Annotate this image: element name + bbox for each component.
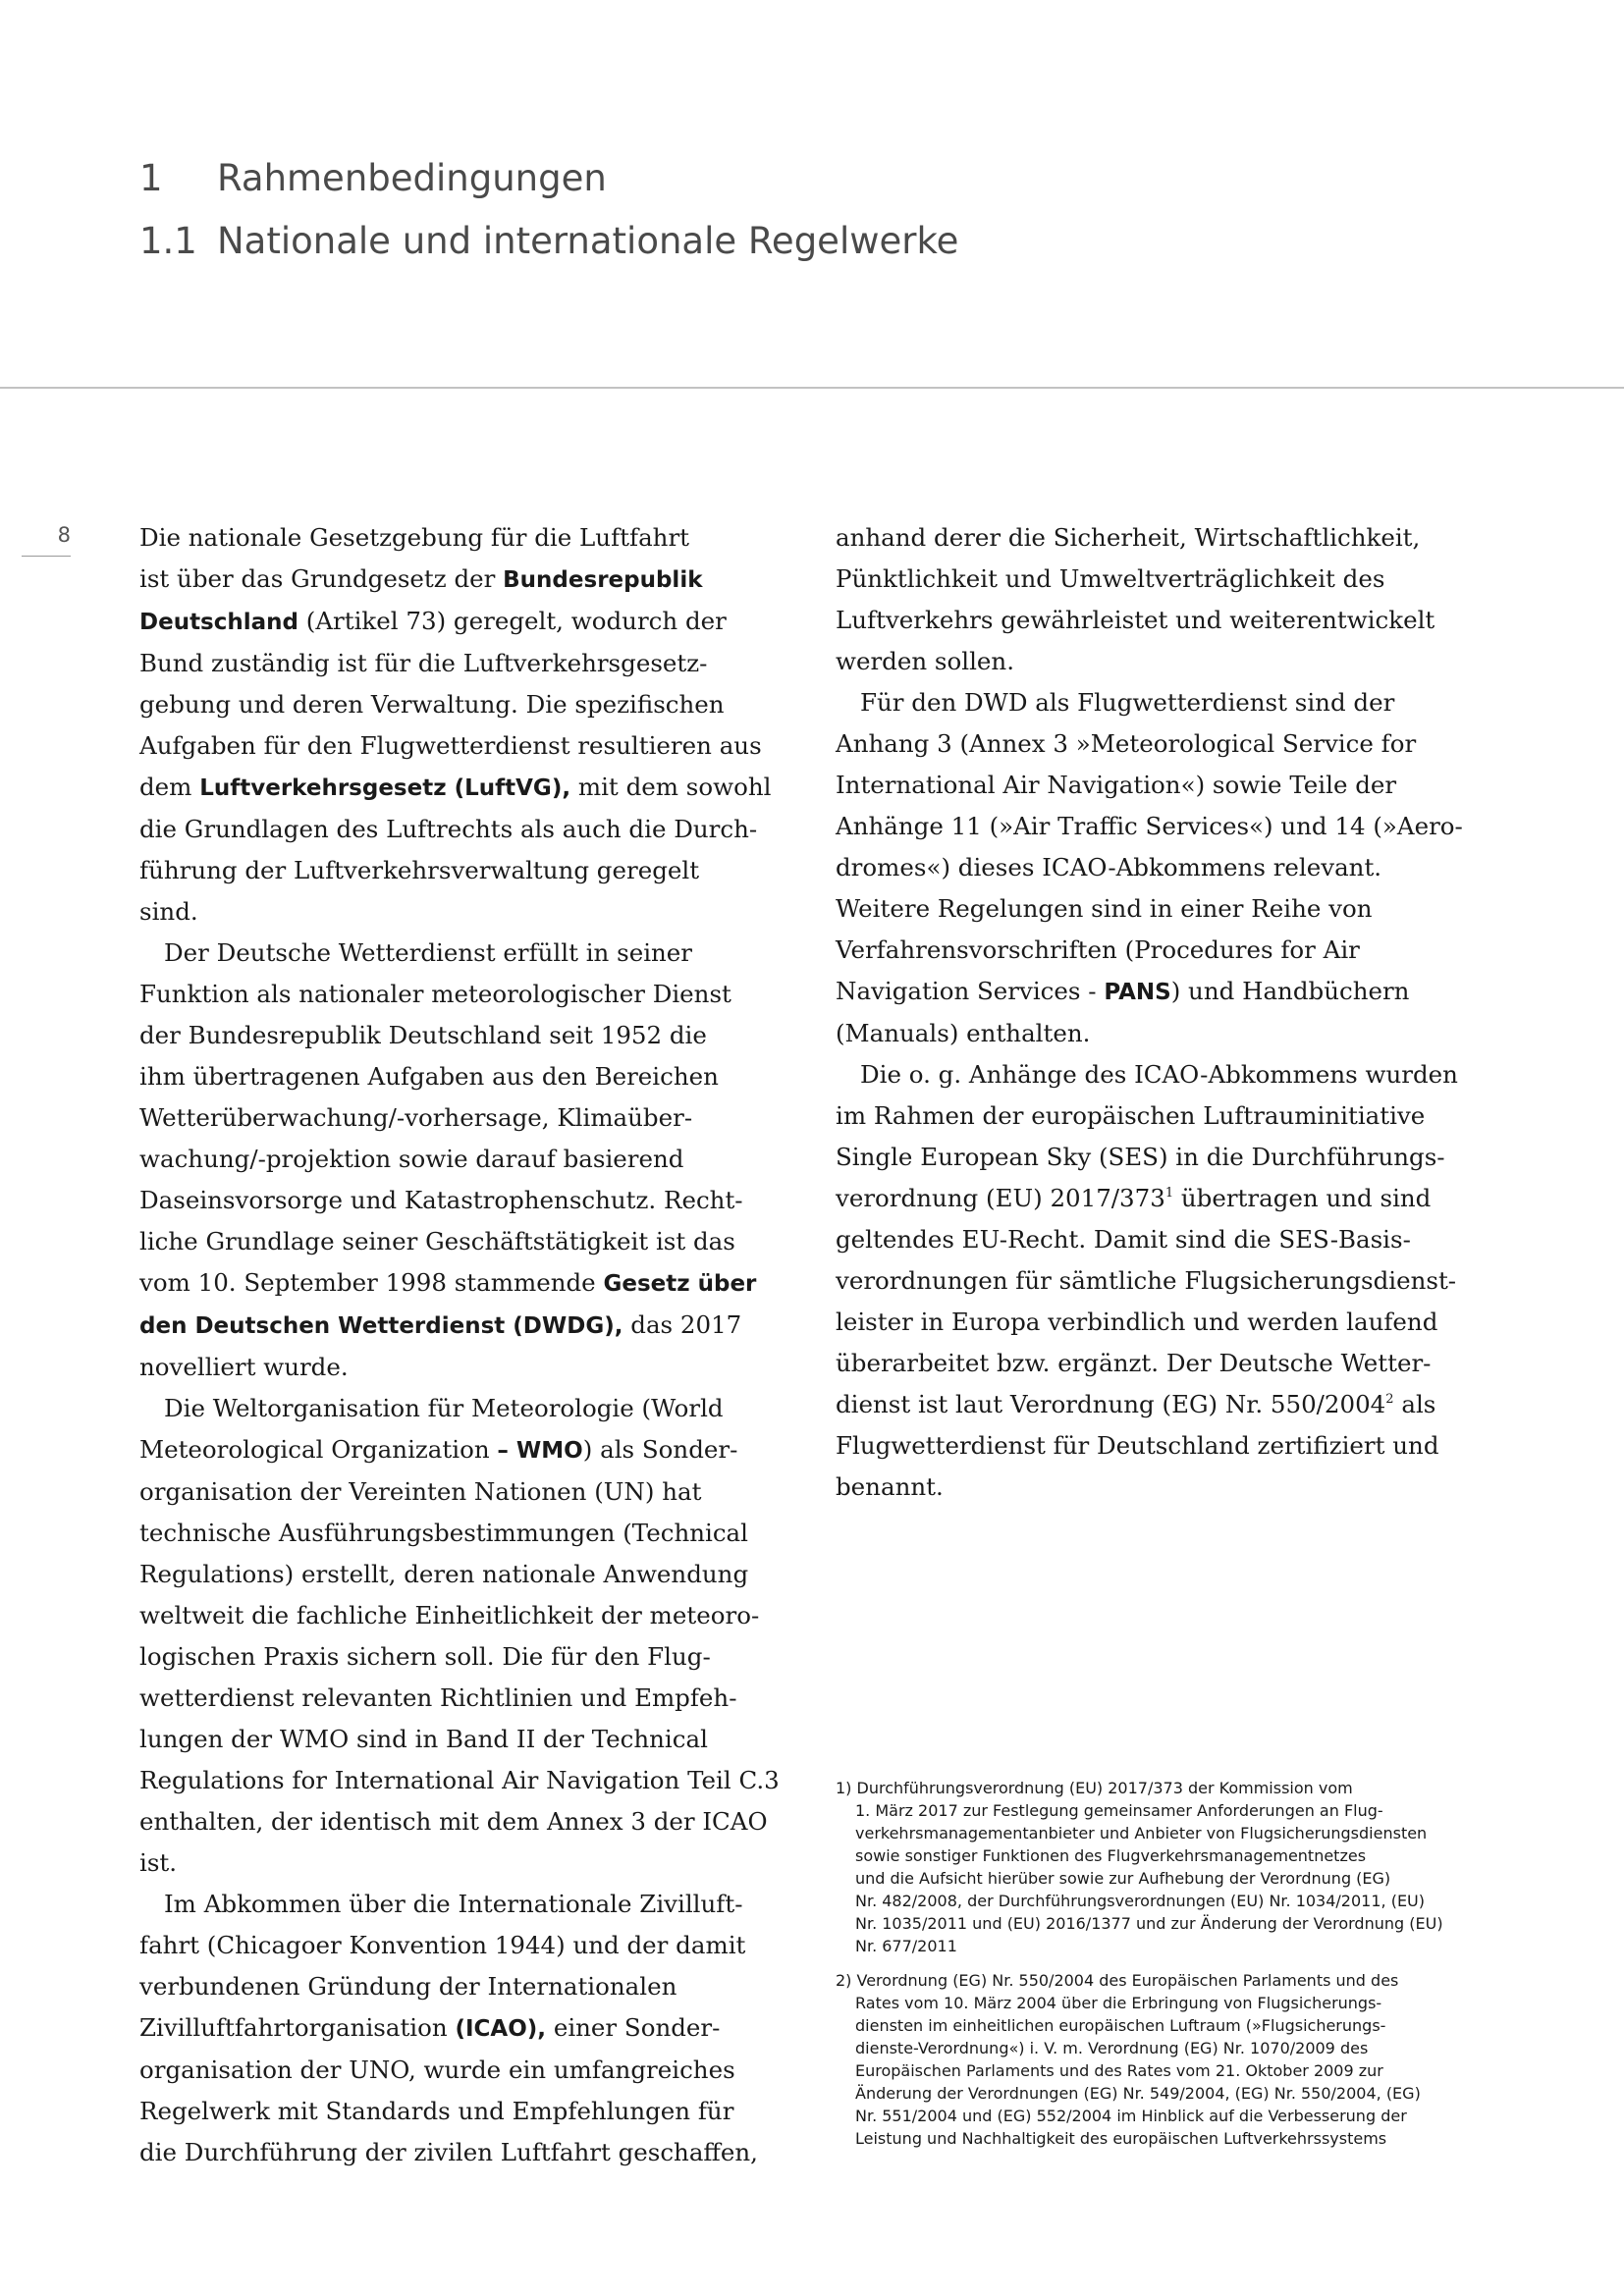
text-run: Zivilluftfahrtorganisation <box>139 2013 456 2042</box>
text-line <box>139 1221 807 1262</box>
text-line <box>139 1719 807 1760</box>
text-line <box>139 1636 807 1678</box>
bold-term: (ICAO), <box>455 2016 547 2042</box>
text-line <box>139 2050 807 2091</box>
footnote-line: verkehrsmanagementanbieter und Anbieter von Flugsicherungsdiensten <box>855 1824 1428 1842</box>
text-run: technische Ausführungsbestimmungen (Technical <box>139 1519 749 1547</box>
section-headings <box>139 147 958 273</box>
text-run: lungen der WMO sind in Band II der Technical <box>139 1725 708 1753</box>
text-run: Weitere Regelungen sind in einer Reihe von <box>836 894 1373 923</box>
text-line <box>836 888 1503 930</box>
text-line <box>836 806 1503 847</box>
footnote-line: dienste-Verordnung«) i. V. m. Verordnung (EG) Nr. 1070/2009 des <box>855 2039 1369 2057</box>
text-run: verbundenen Gründung der Internationalen <box>139 1972 677 2001</box>
text-run: Flugwetterdienst für Deutschland zertifiziert und <box>836 1431 1439 1460</box>
text-line <box>836 1137 1503 1178</box>
text-run: ) als Sonder- <box>582 1435 738 1464</box>
header-divider <box>0 387 1624 389</box>
text-run: ihm übertragenen Aufgaben aus den Bereichen <box>139 1062 719 1091</box>
text-run: überarbeitet bzw. ergänzt. Der Deutsche Wetter- <box>836 1349 1432 1377</box>
footnote-marker: 1 <box>1164 1186 1174 1201</box>
text-run: ) und Handbüchern <box>1170 977 1410 1005</box>
text-run: mit dem sowohl <box>570 773 772 801</box>
footnote-line: Nr. 677/2011 <box>855 1937 957 1955</box>
bold-term: Luftverkehrsgesetz (LuftVG), <box>199 775 571 801</box>
text-run: Die Weltorganisation für Meteorologie (World <box>164 1394 724 1422</box>
text-line <box>139 974 807 1015</box>
text-line <box>139 517 807 559</box>
text-run: geltendes EU-Recht. Damit sind die SES-Basis- <box>836 1225 1411 1254</box>
text-run: Daseinsvorsorge und Katastrophenschutz. Recht- <box>139 1186 743 1214</box>
text-run: sind. <box>139 897 198 926</box>
text-run: Regelwerk mit Standards und Empfehlungen für <box>139 2097 734 2125</box>
text-run: enthalten, der identisch mit dem Annex 3 der ICAO <box>139 1807 768 1836</box>
text-line <box>139 1760 807 1801</box>
text-line <box>836 1260 1503 1302</box>
text-run: Regulations) erstellt, deren nationale Anwendung <box>139 1560 749 1588</box>
text-line <box>139 850 807 891</box>
footnote-line: sowie sonstiger Funktionen des Flugverkehrsmanagementnetzes <box>855 1846 1367 1865</box>
text-line <box>836 1095 1503 1137</box>
text-line <box>836 1384 1503 1425</box>
text-run: leister in Europa verbindlich und werden laufend <box>836 1308 1438 1336</box>
footnote-line: 1. März 2017 zur Festlegung gemeinsamer Anforderungen an Flug- <box>855 1801 1383 1820</box>
text-line <box>139 1925 807 1966</box>
text-line <box>836 1425 1503 1467</box>
footnote <box>836 1777 1503 1957</box>
footnote-line: 2) Verordnung (EG) Nr. 550/2004 des Europäischen Parlaments und des <box>836 1971 1399 1990</box>
text-line <box>139 1347 807 1388</box>
text-run: Verfahrensvorschriften (Procedures for Air <box>836 935 1360 964</box>
text-run: Die nationale Gesetzgebung für die Luftfahrt <box>139 523 690 552</box>
text-line <box>139 2007 807 2050</box>
bold-term: den Deutschen Wetterdienst (DWDG), <box>139 1313 623 1339</box>
text-run: Im Abkommen über die Internationale Zivilluft- <box>164 1890 743 1918</box>
text-run: Regulations for International Air Navigation Teil C.3 <box>139 1766 780 1794</box>
text-line <box>836 1219 1503 1260</box>
text-line <box>139 1015 807 1056</box>
text-run: Der Deutsche Wetterdienst erfüllt in seiner <box>164 938 693 967</box>
section-heading <box>139 210 958 273</box>
text-run: organisation der UNO, wurde ein umfangreiches <box>139 2056 735 2084</box>
text-line <box>836 1467 1503 1508</box>
text-run: führung der Luftverkehrsverwaltung geregelt <box>139 856 700 884</box>
text-run: (Artikel 73) geregelt, wodurch der <box>298 607 727 635</box>
left-text-column <box>139 517 807 2173</box>
text-line <box>139 1554 807 1595</box>
text-line <box>139 2091 807 2132</box>
text-line <box>836 517 1503 559</box>
text-run: Für den DWD als Flugwetterdienst sind der <box>860 688 1395 717</box>
right-text-column <box>836 517 1503 1508</box>
text-run: ist. <box>139 1848 178 1877</box>
text-line <box>139 809 807 850</box>
chapter-title: Rahmenbedingungen <box>217 157 607 199</box>
text-line <box>139 684 807 725</box>
text-line <box>139 601 807 643</box>
text-line <box>139 643 807 684</box>
text-line <box>139 1056 807 1097</box>
footnote-line: Rates vom 10. März 2004 über die Erbringung von Flugsicherungs- <box>855 1994 1382 2012</box>
text-run: verordnungen für sämtliche Flugsicherungsdienst- <box>836 1266 1457 1295</box>
text-run: übertragen und sind <box>1173 1184 1432 1212</box>
footnotes <box>836 1777 1503 2162</box>
text-run: Die o. g. Anhänge des ICAO-Abkommens wurden <box>860 1060 1458 1089</box>
text-line <box>836 641 1503 682</box>
text-line <box>836 559 1503 600</box>
footnote-line: diensten im einheitlichen europäischen Luftraum (»Flugsicherungs- <box>855 2016 1386 2035</box>
chapter-heading <box>139 147 958 210</box>
text-line <box>139 1595 807 1636</box>
text-line <box>139 1262 807 1305</box>
text-run: Funktion als nationaler meteorologischer Dienst <box>139 980 731 1008</box>
text-line <box>139 1139 807 1180</box>
text-run: Anhang 3 (Annex 3 »Meteorological Service for <box>836 729 1417 758</box>
bold-term: – WMO <box>497 1438 583 1464</box>
text-run: als <box>1393 1390 1436 1418</box>
text-run: logischen Praxis sichern soll. Die für den Flug- <box>139 1642 711 1671</box>
text-line <box>836 600 1503 641</box>
chapter-number: 1 <box>139 157 163 199</box>
footnote-line: Leistung und Nachhaltigkeit des europäischen Luftverkehrssystems <box>855 2129 1387 2148</box>
bold-term: Bundesrepublik <box>503 567 703 593</box>
text-line <box>139 933 807 974</box>
footnote-line: Nr. 1035/2011 und (EU) 2016/1377 und zur Änderung der Verordnung (EU) <box>855 1914 1443 1933</box>
text-line <box>836 1013 1503 1054</box>
text-run: Pünktlichkeit und Umweltverträglichkeit des <box>836 564 1385 593</box>
text-run: gebung und deren Verwaltung. Die spezifischen <box>139 690 725 719</box>
text-line <box>139 891 807 933</box>
text-line <box>139 1388 807 1429</box>
text-line <box>139 1513 807 1554</box>
text-line <box>836 765 1503 806</box>
text-line <box>139 1305 807 1347</box>
text-run: die Durchführung der zivilen Luftfahrt geschaffen, <box>139 2138 758 2166</box>
text-run: ist über das Grundgesetz der <box>139 564 504 593</box>
text-line <box>139 1097 807 1139</box>
footnote-marker: 2 <box>1385 1392 1394 1407</box>
footnote <box>836 1969 1503 2150</box>
text-run: einer Sonder- <box>546 2013 721 2042</box>
text-run: organisation der Vereinten Nationen (UN) hat <box>139 1477 702 1506</box>
footnote-line: Europäischen Parlaments und des Rates vom 21. Oktober 2009 zur <box>855 2061 1383 2080</box>
text-run: Aufgaben für den Flugwetterdienst resultieren aus <box>139 731 762 760</box>
text-run: International Air Navigation«) sowie Teile der <box>836 771 1397 799</box>
text-run: die Grundlagen des Luftrechts als auch die Durch- <box>139 815 758 843</box>
footnote-line: und die Aufsicht hierüber sowie zur Aufhebung der Verordnung (EG) <box>855 1869 1391 1888</box>
text-run: fahrt (Chicagoer Konvention 1944) und der damit <box>139 1931 746 1959</box>
footnote-line: Nr. 551/2004 und (EG) 552/2004 im Hinblick auf die Verbesserung der <box>855 2107 1407 2125</box>
text-run: im Rahmen der europäischen Luftrauminitiative <box>836 1101 1426 1130</box>
footnote-line: Änderung der Verordnungen (EG) Nr. 549/2004, (EG) Nr. 550/2004, (EG) <box>855 2084 1421 2103</box>
text-run: Wetterüberwachung/-vorhersage, Klimaüber- <box>139 1103 693 1132</box>
text-line <box>836 930 1503 971</box>
text-line <box>139 1801 807 1842</box>
text-line <box>139 2132 807 2173</box>
bold-term: Deutschland <box>139 610 298 635</box>
text-run: dem <box>139 773 200 801</box>
text-run: das 2017 <box>623 1310 742 1339</box>
bold-term: Gesetz über <box>603 1271 757 1297</box>
text-run: dienst ist laut Verordnung (EG) Nr. 550/2004 <box>836 1390 1386 1418</box>
text-line <box>139 767 807 809</box>
text-line <box>836 847 1503 888</box>
text-line <box>836 1054 1503 1095</box>
text-run: verordnung (EU) 2017/373 <box>836 1184 1165 1212</box>
section-number: 1.1 <box>139 220 197 262</box>
bold-term: PANS <box>1104 980 1171 1005</box>
text-line <box>836 971 1503 1013</box>
section-title: Nationale und internationale Regelwerke <box>217 220 959 262</box>
text-run: weltweit die fachliche Einheitlichkeit der meteoro- <box>139 1601 760 1629</box>
text-line <box>139 1966 807 2007</box>
text-line <box>139 1180 807 1221</box>
text-run: Luftverkehrs gewährleistet und weiterentwickelt <box>836 606 1435 634</box>
text-line <box>139 1471 807 1513</box>
text-line <box>836 1302 1503 1343</box>
text-run: Navigation Services - <box>836 977 1105 1005</box>
text-run: wachung/-projektion sowie darauf basierend <box>139 1145 684 1173</box>
text-line <box>836 682 1503 723</box>
text-run: Single European Sky (SES) in die Durchführungs- <box>836 1143 1445 1171</box>
page-number: 8 <box>22 522 71 557</box>
text-line <box>139 1429 807 1471</box>
text-run: Bund zuständig ist für die Luftverkehrsgesetz- <box>139 649 708 677</box>
text-run: Meteorological Organization <box>139 1435 498 1464</box>
text-line <box>836 723 1503 765</box>
footnote-line: 1) Durchführungsverordnung (EU) 2017/373 der Kommission vom <box>836 1779 1353 1797</box>
text-run: liche Grundlage seiner Geschäftstätigkeit ist das <box>139 1227 735 1255</box>
text-line <box>139 559 807 601</box>
text-line <box>139 1678 807 1719</box>
text-line <box>139 725 807 767</box>
text-run: (Manuals) enthalten. <box>836 1019 1091 1047</box>
text-run: wetterdienst relevanten Richtlinien und Empfeh- <box>139 1683 737 1712</box>
footnote-line: Nr. 482/2008, der Durchführungsverordnungen (EU) Nr. 1034/2011, (EU) <box>855 1892 1425 1910</box>
text-run: der Bundesrepublik Deutschland seit 1952 die <box>139 1021 707 1049</box>
text-run: novelliert wurde. <box>139 1353 349 1381</box>
text-run: anhand derer die Sicherheit, Wirtschaftlichkeit, <box>836 523 1421 552</box>
text-line <box>836 1343 1503 1384</box>
text-run: vom 10. September 1998 stammende <box>139 1268 604 1297</box>
text-run: dromes«) dieses ICAO-Abkommens relevant. <box>836 853 1382 881</box>
text-line <box>139 1842 807 1884</box>
text-line <box>139 1884 807 1925</box>
text-run: benannt. <box>836 1472 944 1501</box>
text-run: werden sollen. <box>836 647 1014 675</box>
text-run: Anhänge 11 (»Air Traffic Services«) und 14 (»Aero- <box>836 812 1463 840</box>
text-line <box>836 1178 1503 1219</box>
